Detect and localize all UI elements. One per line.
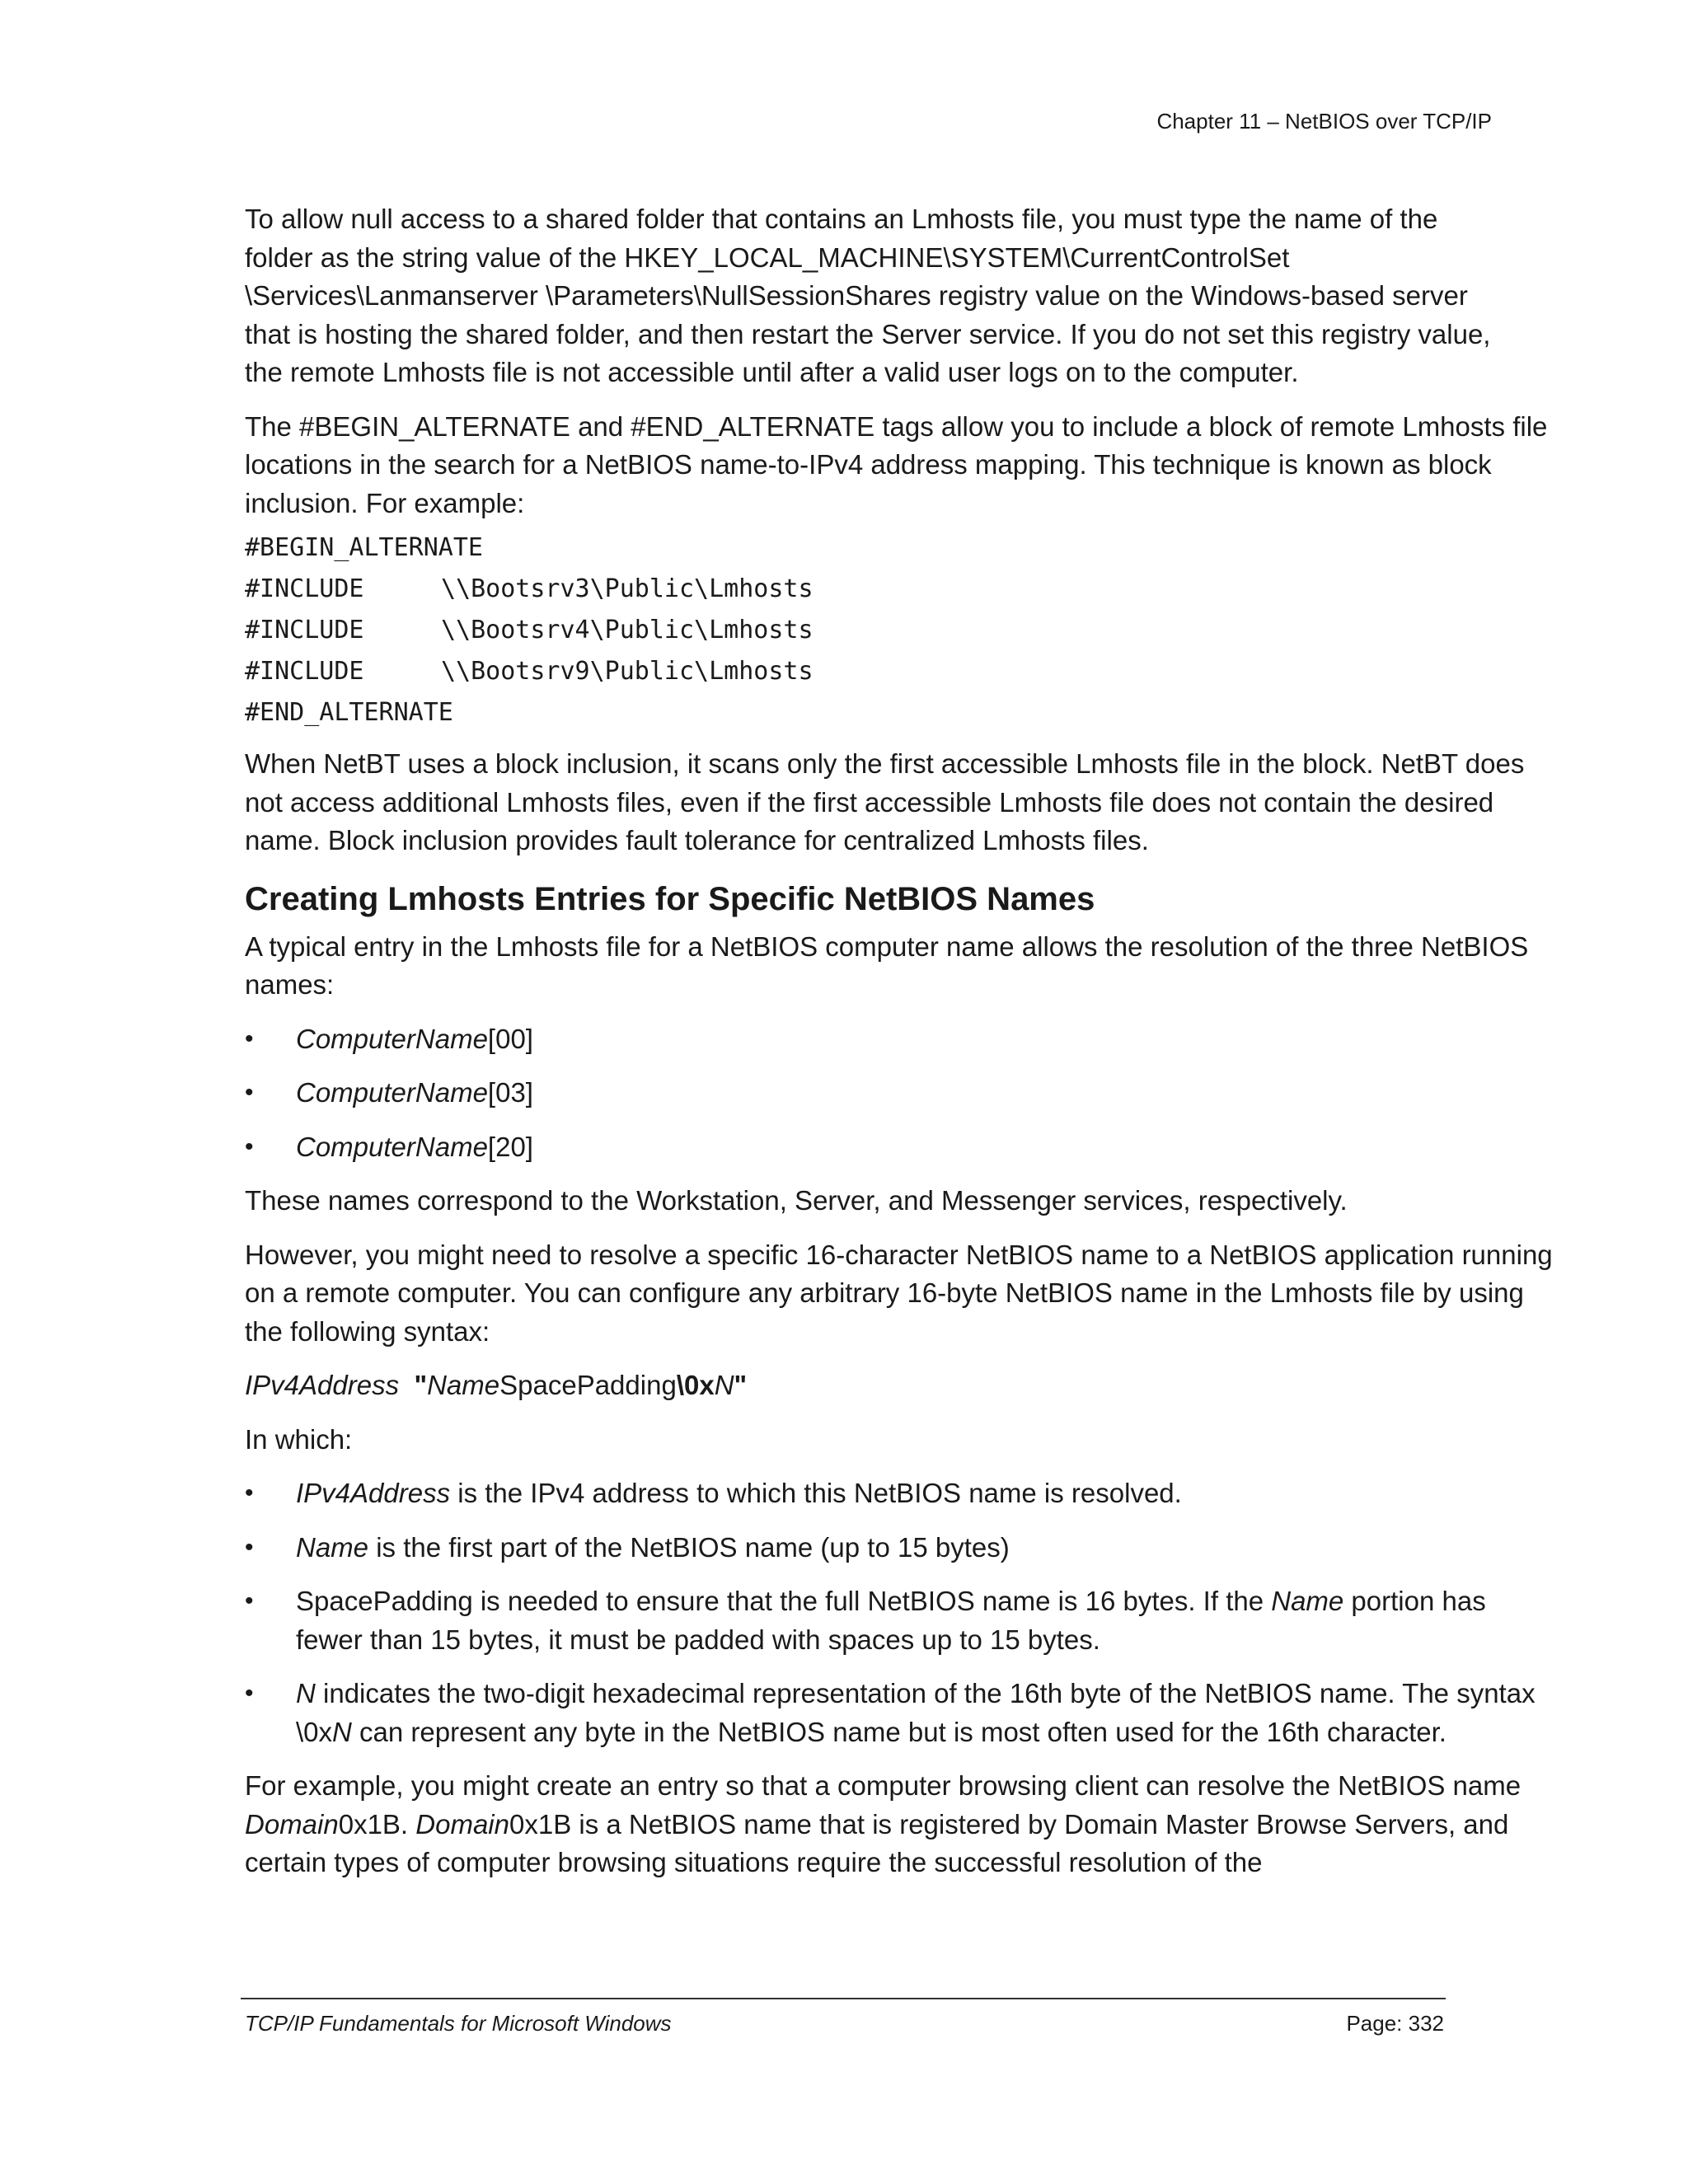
list-item: [245, 1675, 1555, 1751]
syntax-line: [245, 1366, 1555, 1405]
code-line-include: [245, 651, 1555, 692]
definition-text: indicates the two-digit hexadecimal representation of the 16th byte of the NetBIOS name. The syntax \0x: [296, 1678, 1536, 1747]
footer-book-title: TCP/IP Fundamentals for Microsoft Windows: [245, 2011, 672, 2036]
paragraph-typical-entry: A typical entry in the Lmhosts file for a NetBIOS computer name allows the resolution of the three NetBIOS names:: [245, 930, 1529, 1000]
line: the remote Lmhosts file is not accessible until after a valid user logs on to the computer.: [245, 357, 1299, 387]
list-item: [245, 1529, 1555, 1568]
syntax-quote-close: ": [734, 1370, 748, 1400]
code-example: [245, 527, 1555, 733]
italic-term: Name: [1271, 1586, 1344, 1616]
paragraph-alternate-tags: The #BEGIN_ALTERNATE and #END_ALTERNATE tags allow you to include a block of remote Lmhosts file locations in the search for a NetBIOS name-to-IPv4 address mapping. This technique is known as block inclusion. For example:: [245, 410, 1548, 518]
syntax-ipv4: IPv4Address: [245, 1370, 400, 1400]
paragraph-block-inclusion: When NetBT uses a block inclusion, it scans only the first accessible Lmhosts file in the block. NetBT does not access additional Lmhosts files, even if the first accessible Lmhosts file does not contain the desired name. Block inclusion provides fault tolerance for centralized Lmhosts files.: [245, 748, 1525, 855]
bullet-icon: •: [245, 1479, 254, 1507]
paragraph-example: [245, 1767, 1555, 1882]
footer-divider: [241, 1998, 1446, 1999]
italic-term: Name: [296, 1531, 369, 1563]
bullet-icon: •: [245, 1132, 254, 1160]
bullet-icon: •: [245, 1680, 254, 1707]
syntax-padding: SpacePadding: [499, 1370, 677, 1400]
running-head: Chapter 11 – NetBIOS over TCP/IP: [1156, 109, 1492, 134]
italic-term: N: [296, 1678, 316, 1708]
italic-term: N: [332, 1716, 352, 1747]
definition-text: SpacePadding is needed to ensure that the full NetBIOS name is 16 bytes. If the: [296, 1586, 1272, 1616]
list-item: [245, 1128, 1555, 1167]
line: \Services\Lanmanserver \Parameters\NullSessionShares registry value on the Windows-based server: [245, 280, 1468, 311]
text-run: For example, you might create an entry so that a computer browsing client can resolve the NetBIOS name: [245, 1770, 1522, 1801]
definition-text: is the IPv4 address to which this NetBIOS name is resolved.: [450, 1478, 1182, 1508]
list-item: [245, 1074, 1555, 1113]
bullet-icon: •: [245, 1079, 254, 1106]
section-heading: Creating Lmhosts Entries for Specific NetBIOS Names: [245, 880, 1095, 917]
italic-term: ComputerName: [296, 1077, 488, 1108]
italic-term: Domain: [245, 1808, 339, 1840]
code-keyword: #INCLUDE: [245, 616, 364, 644]
code-keyword: #INCLUDE: [245, 657, 364, 686]
line: folder as the string value of the HKEY_LOCAL_MACHINE\SYSTEM\CurrentControlSet: [245, 241, 1290, 273]
paragraph-null-access: [245, 200, 1555, 392]
paragraph-correspond: These names correspond to the Workstation, Server, and Messenger services, respectively.: [245, 1185, 1348, 1216]
syntax-hex-prefix: \0x: [676, 1370, 715, 1400]
body-text: [245, 200, 1555, 1898]
list-item: [245, 1474, 1555, 1513]
list-item: [245, 1020, 1555, 1059]
bullet-icon: •: [245, 1587, 254, 1615]
bullet-icon: •: [245, 1533, 254, 1561]
text-run: 0x1B is a NetBIOS name that is registered by Domain Master Browse Servers, and certain types of computer browsing situations require the successful resolution of the: [245, 1808, 1509, 1877]
syntax-n: N: [714, 1370, 734, 1400]
code-line-begin: #BEGIN_ALTERNATE: [245, 533, 483, 562]
paragraph-in-which: In which:: [245, 1423, 353, 1455]
italic-term: ComputerName: [296, 1023, 488, 1054]
syntax-quote-open: ": [414, 1370, 428, 1400]
code-path: \\Bootsrv4\Public\Lmhosts: [441, 616, 814, 644]
code-path: \\Bootsrv9\Public\Lmhosts: [441, 657, 814, 686]
italic-term: Domain: [415, 1808, 509, 1840]
code-line-end: #END_ALTERNATE: [245, 698, 453, 727]
computer-name-list: [245, 1020, 1555, 1167]
syntax-name: Name: [427, 1370, 500, 1400]
code-keyword: #INCLUDE: [245, 574, 364, 603]
italic-term: ComputerName: [296, 1131, 488, 1162]
syntax-definitions-list: [245, 1474, 1555, 1751]
definition-text: portion has fewer than 15 bytes, it must be padded with spaces up to 15 bytes.: [296, 1586, 1486, 1655]
name-suffix: [03]: [487, 1077, 533, 1108]
code-path: \\Bootsrv3\Public\Lmhosts: [441, 574, 814, 603]
text-run: 0x1B.: [338, 1808, 416, 1840]
code-line-include: [245, 569, 1555, 610]
code-line-include: [245, 610, 1555, 651]
italic-term: IPv4Address: [296, 1478, 451, 1508]
line: that is hosting the shared folder, and then restart the Server service. If you do not set this registry value,: [245, 318, 1491, 349]
name-suffix: [00]: [487, 1023, 533, 1054]
definition-text: can represent any byte in the NetBIOS name but is most often used for the 16th character.: [351, 1716, 1447, 1747]
footer-page-number: Page: 332: [1346, 2011, 1444, 2036]
bullet-icon: •: [245, 1024, 254, 1052]
list-item: [245, 1582, 1555, 1659]
paragraph-however: However, you might need to resolve a specific 16-character NetBIOS name to a NetBIOS application running on a remote computer. You can configure any arbitrary 16-byte NetBIOS name in the Lmhosts file by using the following syntax:: [245, 1239, 1553, 1347]
name-suffix: [20]: [487, 1131, 533, 1162]
definition-text: is the first part of the NetBIOS name (up to 15 bytes): [368, 1531, 1010, 1563]
line: To allow null access to a shared folder that contains an Lmhosts file, you must type the name of the: [245, 204, 1438, 234]
